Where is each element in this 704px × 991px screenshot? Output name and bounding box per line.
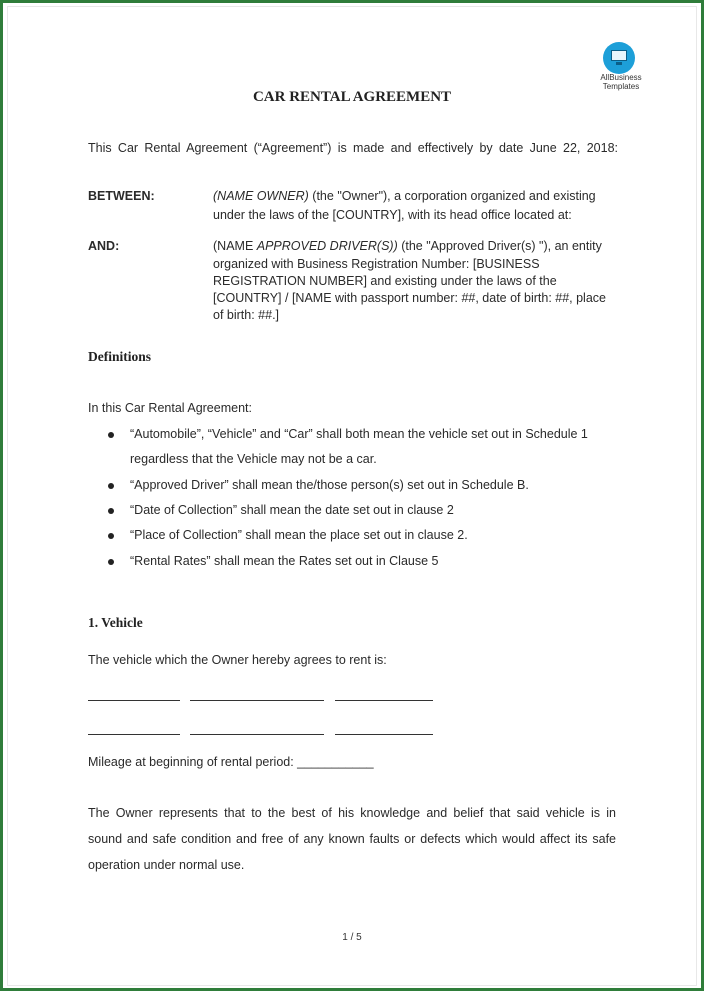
between-line-1: [213, 188, 623, 205]
definitions-lead: In this Car Rental Agreement:: [88, 401, 252, 415]
monitor-screen: [611, 50, 627, 61]
definition-item-5: “Rental Rates” shall mean the Rates set out in Clause 5: [130, 554, 439, 568]
between-line-1-rest: (the "Owner"), a corporation organized and existing: [308, 189, 596, 203]
approved-driver-name: APPROVED DRIVER(S)): [256, 239, 398, 253]
vehicle-blank-field: [88, 734, 180, 735]
between-line-2: under the laws of the [COUNTRY], with its head office located at:: [213, 208, 572, 222]
document-title: CAR RENTAL AGREEMENT: [252, 89, 452, 105]
page-number: 1 / 5: [342, 932, 362, 943]
vehicle-blank-field: [88, 700, 180, 701]
bullet-icon: [108, 559, 114, 565]
bullet-icon: [108, 432, 114, 438]
logo-line-2: Templates: [602, 82, 640, 91]
definitions-heading: Definitions: [88, 349, 152, 364]
and-line-1: [213, 238, 623, 255]
condition-paragraph-line-1: The Owner represents that to the best of his knowledge and belief that said vehicle is in: [88, 806, 616, 820]
and-line-3: REGISTRATION NUMBER] and existing under the laws of the: [213, 274, 557, 288]
bullet-icon: [108, 483, 114, 489]
definition-item-4: “Place of Collection” shall mean the place set out in clause 2.: [130, 528, 468, 542]
vehicle-blank-field: [190, 700, 324, 701]
and-line-1-rest: (the "Approved Driver(s) "), an entity: [397, 239, 602, 253]
and-line-2: organized with Business Registration Number: [BUSINESS: [213, 257, 540, 271]
condition-paragraph-line-3: operation under normal use.: [88, 858, 245, 872]
bullet-icon: [108, 508, 114, 514]
definition-item-1-cont: regardless that the Vehicle may not be a car.: [130, 452, 377, 466]
condition-paragraph-line-2: sound and safe condition and free of any known faults or defects which would affect its safe: [88, 832, 616, 846]
mileage-line: Mileage at beginning of rental period: ___________: [88, 755, 374, 769]
vehicle-blank-field: [190, 734, 324, 735]
owner-name: (NAME OWNER): [213, 189, 309, 203]
vehicle-heading: 1. Vehicle: [88, 615, 143, 630]
and-label: AND:: [88, 239, 120, 253]
bullet-icon: [108, 533, 114, 539]
definition-item-3: “Date of Collection” shall mean the date set out in clause 2: [130, 503, 454, 517]
vehicle-blank-field: [335, 700, 433, 701]
and-line-4: [COUNTRY] / [NAME with passport number: ##, date of birth: ##, place: [213, 291, 606, 305]
vehicle-blank-field: [335, 734, 433, 735]
intro-paragraph: This Car Rental Agreement (“Agreement”) is made and effectively by date June 22, 2018:: [88, 141, 618, 155]
and-line-5: of birth: ##.]: [213, 308, 280, 322]
logo-line-1: AllBusiness: [600, 73, 642, 82]
definition-item-2: “Approved Driver” shall mean the/those person(s) set out in Schedule B.: [130, 478, 529, 492]
and-prefix: (NAME: [213, 239, 257, 253]
definition-item-1: “Automobile”, “Vehicle” and “Car” shall both mean the vehicle set out in Schedule 1: [130, 427, 588, 441]
vehicle-lead: The vehicle which the Owner hereby agrees to rent is:: [88, 653, 387, 667]
monitor-stand: [616, 62, 622, 65]
between-label: BETWEEN:: [88, 189, 155, 203]
